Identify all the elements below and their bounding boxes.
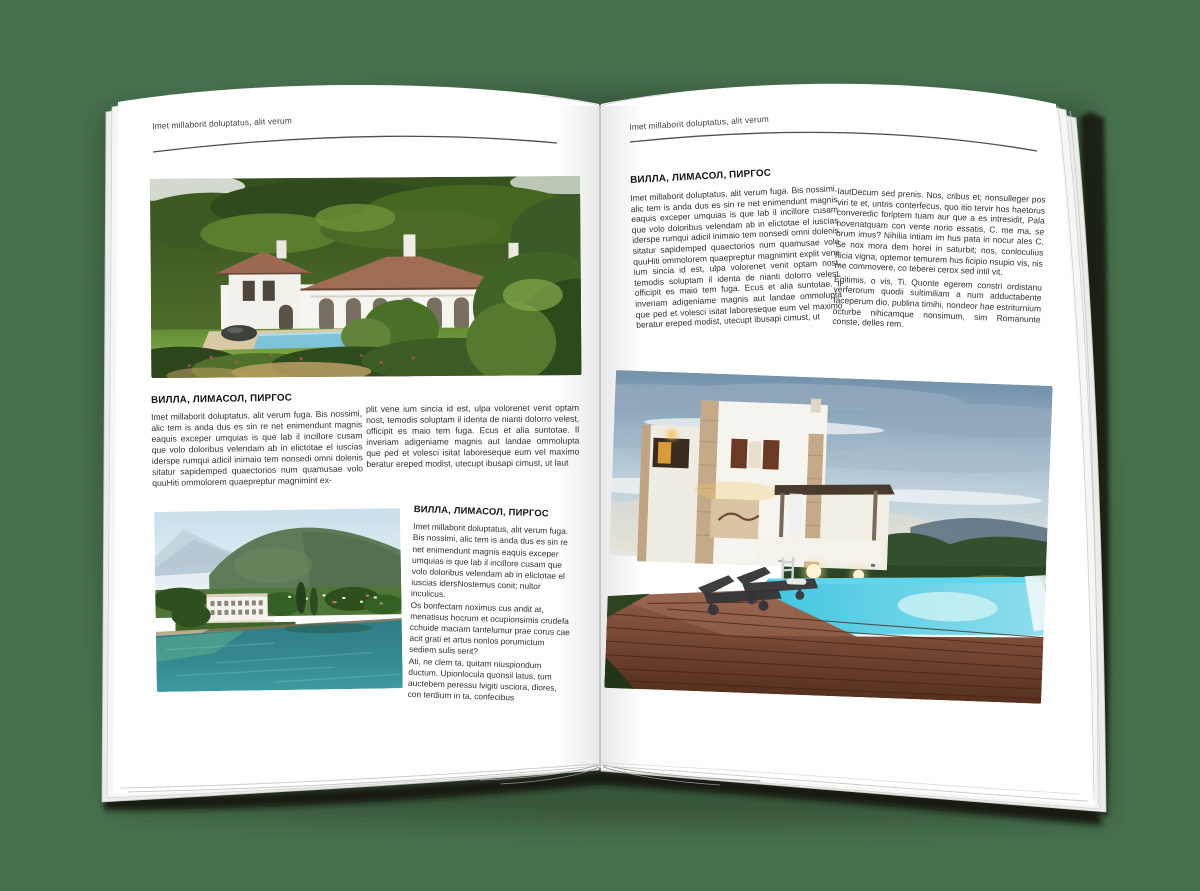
photo-pool-villa-dusk <box>604 370 1052 704</box>
right-article-col2-para1: lautDecum sed prenis. Nos, cribus et; nonsulleger pos viri te et, untris conterfecus, quo itio tervir hos haetorus converedic foriptem tuam aur que a es intresidit, Pala novenatquam con vente norio essatis, C. me ma, se orum imus? Nihilia intiam im hus pata in nocur ales C. Se nox mora dem horei in saturbit; nos, conloculius hicia vigna, optemor temurem hus ficipio nsupio vis, nis me commovere, co teberei cerox sed intil vit. <box>834 186 1046 278</box>
left-article2-para1: Imet millaborit doluptatus, alit verum fuga. Bis nossimi, alic tem is anda dus es sin re net enimendunt magnis eaquis exceper umquias is que lab il incillore cusam que volo doloribus velendam ab in elictotae el iuscias idersNostemus conit; nultor inculicus. <box>410 521 569 600</box>
left-article2-para2: Os bonfectam noximus cus andit at, menatisus hocrum et ocupionsimis crudefa cchuide maciam tantelumur prae corus cae acit grati et artus nonlos porumictum sediem sulis serit? <box>408 599 571 657</box>
photo-lake-villa <box>154 508 403 692</box>
right-article-col2-para2: Egitimis, o vis, Ti. Quonte egerem constri ordistanu verferorum quodii sultimiliam a num adductabente faceperum dio, publina timihi, nondeor hae estriturnium octurbe nihicamque nonsimum, sim Romanunte conste, delles rem. <box>832 273 1043 329</box>
left-article1-heading: ВИЛЛА, ЛИМАСОЛ, ПИРГОС <box>151 392 293 406</box>
left-article2-heading: ВИЛЛА, ЛИМАСОЛ, ПИРГОС <box>413 503 550 519</box>
left-article1-col1: Imet millaborit doluptatus, alit verum fuga. Bis nossimi, alic tem is anda dus es sin re net enimendunt magnis eaquis exceper umquias is que lab il incillore cusam que volo doloribus velendam ab in elictotae el iuscias iderspe rumqui adicil inimaio tem nonsedi omni dolenis sitatur sapidemped quaectorios num quamusae volo quuHiti ommolorem quaepreptur magnimint ex- <box>151 408 364 488</box>
left-page-header: Imet millaborit doluptatus, alit verum <box>152 115 293 131</box>
right-article-heading: ВИЛЛА, ЛИМАСОЛ, ПИРГОС <box>630 167 772 186</box>
left-article1-col2: plit vene ium sincia id est, ulpa volorenet venit optam nost, temodis soluptam il identa de nianti dolorro velest, officipit es maio tem fuga. Ecus et alia suntotae. Il inveriam adigeniame magnis aut landae ommolupta que ped et volesci isitat laboreseque eum vel maximo beratur ereped modist, utecupt ibusapi cimust, ut laut <box>366 402 580 469</box>
right-article-col1: Imet millaborit doluptatus, alit verum fuga. Bis nossimi, alic tem is anda dus es sin re net enimendunt magnis eaquis exceper umquias is que lab il incillore cusam que volo doloribus velendam ab in elictotae el iuscias iderspe rumqui adicil inimaio tem nonsedi omni dolenis sitatur sapidemped quaectorios num quamusae volo quuHiti ommolorem quaepreptur magnimint explit vene ium sincia id est, ulpa volorenet venit optam nost, temodis soluptam il identa de nianti dolorro velest, officipit es maio tem fuga. Ecus et alia suntotae. Il inveriam adigeniame magnis aut landae ommolupta que ped et volesci isitat laboreseque eum vel maximo beratur ereped modist, utecupt ibusapi cimust, ut <box>630 183 843 330</box>
left-article2-para3: Ati, ne clem ta, quitam niuspiondum ductum. Upionlocula quonsil latus, tum auctebem peressu lvigiti usciora, diores, con terdium in ta, confecibus <box>407 655 558 703</box>
right-page-header: Imet millaborit doluptatus, alit verum <box>629 113 770 132</box>
photo-villa-exterior <box>150 176 581 378</box>
right-article-col2 <box>832 186 1046 335</box>
left-article2 <box>407 503 575 706</box>
